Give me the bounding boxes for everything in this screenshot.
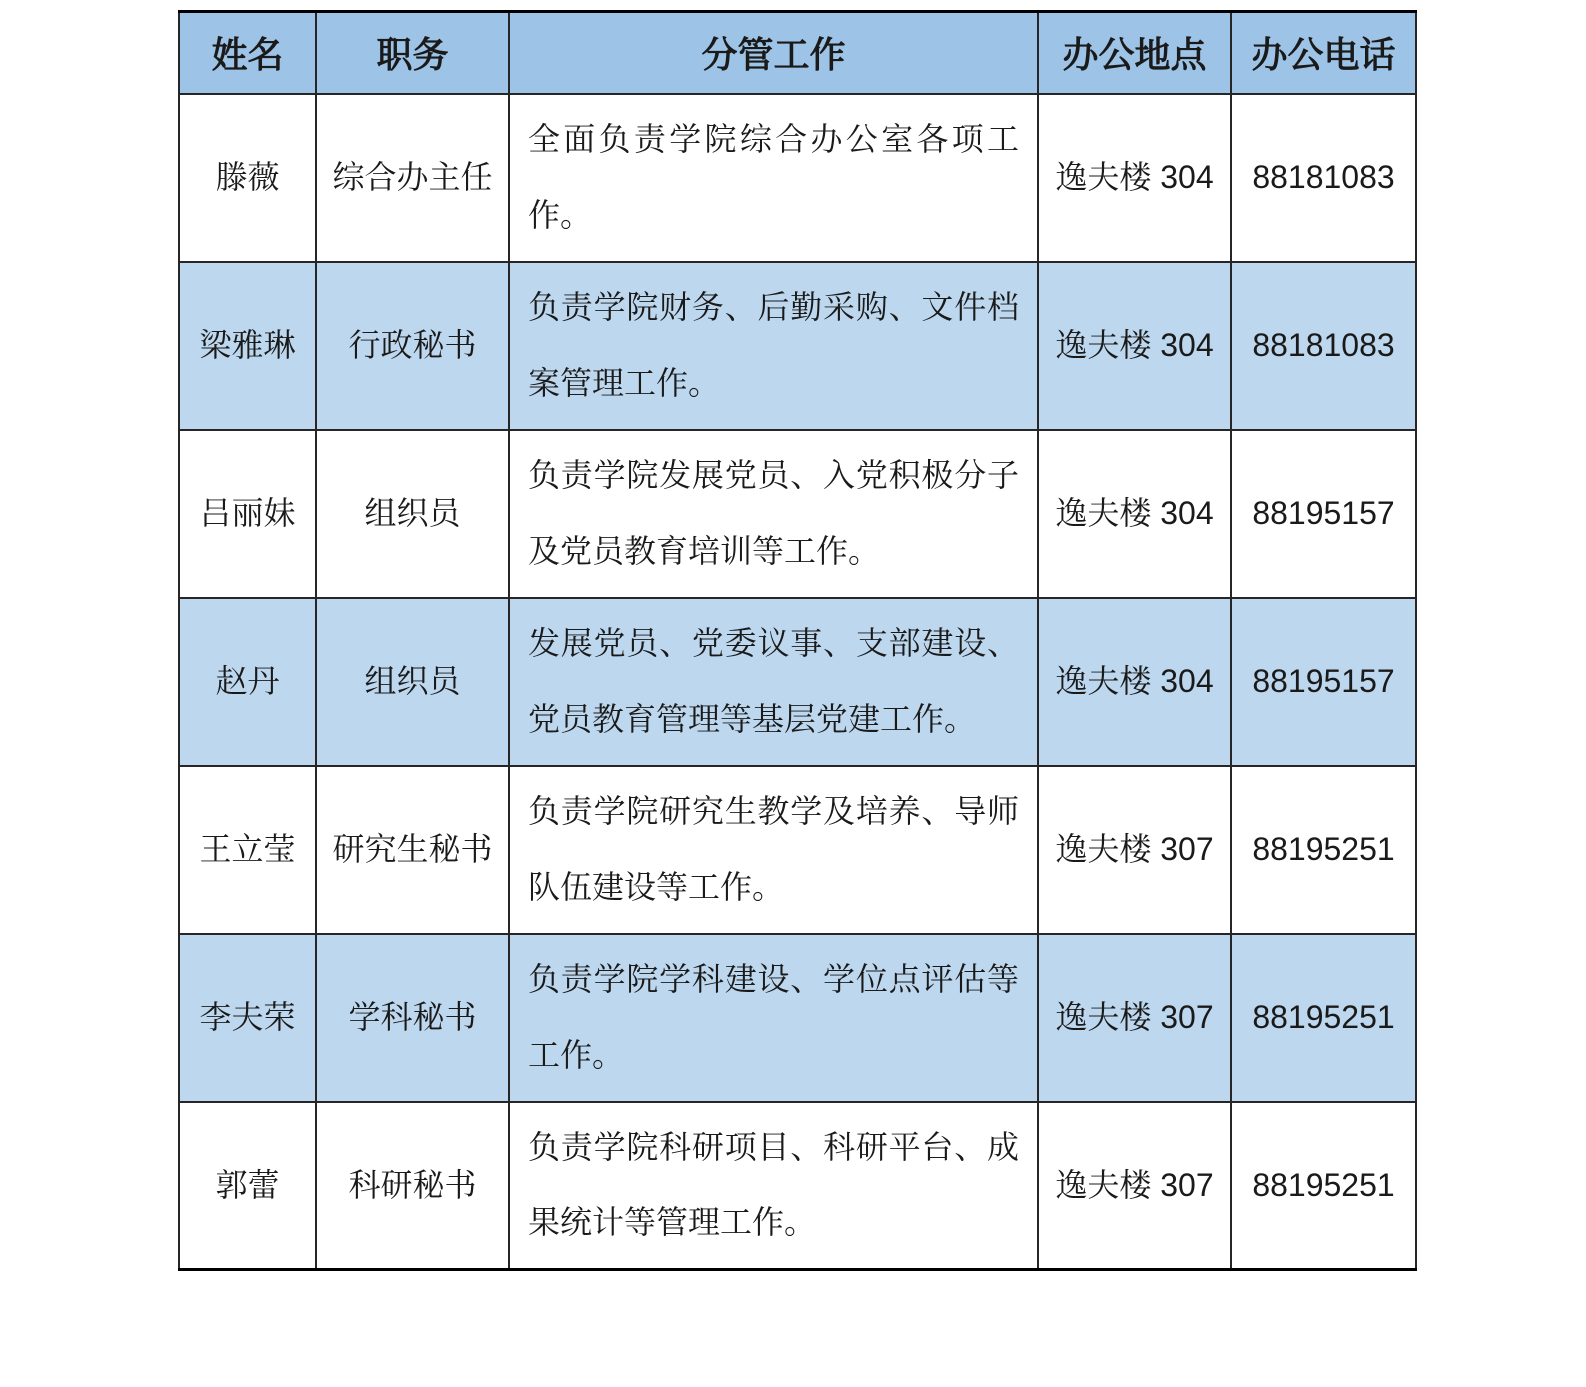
cell-name: 王立莹 — [179, 766, 316, 934]
cell-position: 组织员 — [316, 430, 509, 598]
cell-duties: 负责学院发展党员、入党积极分子及党员教育培训等工作。 — [509, 430, 1038, 598]
cell-name: 吕丽妹 — [179, 430, 316, 598]
cell-location: 逸夫楼 307 — [1038, 766, 1231, 934]
cell-position: 综合办主任 — [316, 94, 509, 262]
column-header-location: 办公地点 — [1038, 12, 1231, 94]
cell-location: 逸夫楼 307 — [1038, 934, 1231, 1102]
column-header-duties: 分管工作 — [509, 12, 1038, 94]
cell-name: 李夫荣 — [179, 934, 316, 1102]
cell-location: 逸夫楼 307 — [1038, 1102, 1231, 1270]
cell-position: 研究生秘书 — [316, 766, 509, 934]
staff-directory-table — [178, 10, 1417, 1271]
cell-position: 组织员 — [316, 598, 509, 766]
cell-phone: 88181083 — [1231, 94, 1416, 262]
table-row — [179, 94, 1416, 262]
cell-location: 逸夫楼 304 — [1038, 430, 1231, 598]
table-row — [179, 598, 1416, 766]
cell-name: 郭蕾 — [179, 1102, 316, 1270]
column-header-position: 职务 — [316, 12, 509, 94]
cell-position: 行政秘书 — [316, 262, 509, 430]
cell-duties: 发展党员、党委议事、支部建设、党员教育管理等基层党建工作。 — [509, 598, 1038, 766]
cell-phone: 88195251 — [1231, 1102, 1416, 1270]
cell-phone: 88195157 — [1231, 598, 1416, 766]
cell-duties: 负责学院科研项目、科研平台、成果统计等管理工作。 — [509, 1102, 1038, 1270]
cell-phone: 88195157 — [1231, 430, 1416, 598]
table-row — [179, 430, 1416, 598]
cell-phone: 88181083 — [1231, 262, 1416, 430]
table-row — [179, 934, 1416, 1102]
cell-phone: 88195251 — [1231, 766, 1416, 934]
cell-duties: 负责学院研究生教学及培养、导师队伍建设等工作。 — [509, 766, 1038, 934]
column-header-name: 姓名 — [179, 12, 316, 94]
cell-duties: 负责学院财务、后勤采购、文件档案管理工作。 — [509, 262, 1038, 430]
header-row — [179, 12, 1416, 94]
cell-location: 逸夫楼 304 — [1038, 94, 1231, 262]
cell-position: 科研秘书 — [316, 1102, 509, 1270]
column-header-phone: 办公电话 — [1231, 12, 1416, 94]
table-row — [179, 1102, 1416, 1270]
cell-position: 学科秘书 — [316, 934, 509, 1102]
cell-location: 逸夫楼 304 — [1038, 598, 1231, 766]
cell-duties: 全面负责学院综合办公室各项工作。 — [509, 94, 1038, 262]
cell-name: 赵丹 — [179, 598, 316, 766]
cell-phone: 88195251 — [1231, 934, 1416, 1102]
cell-duties: 负责学院学科建设、学位点评估等工作。 — [509, 934, 1038, 1102]
cell-name: 滕薇 — [179, 94, 316, 262]
cell-name: 梁雅琳 — [179, 262, 316, 430]
cell-location: 逸夫楼 304 — [1038, 262, 1231, 430]
table-row — [179, 262, 1416, 430]
table-row — [179, 766, 1416, 934]
